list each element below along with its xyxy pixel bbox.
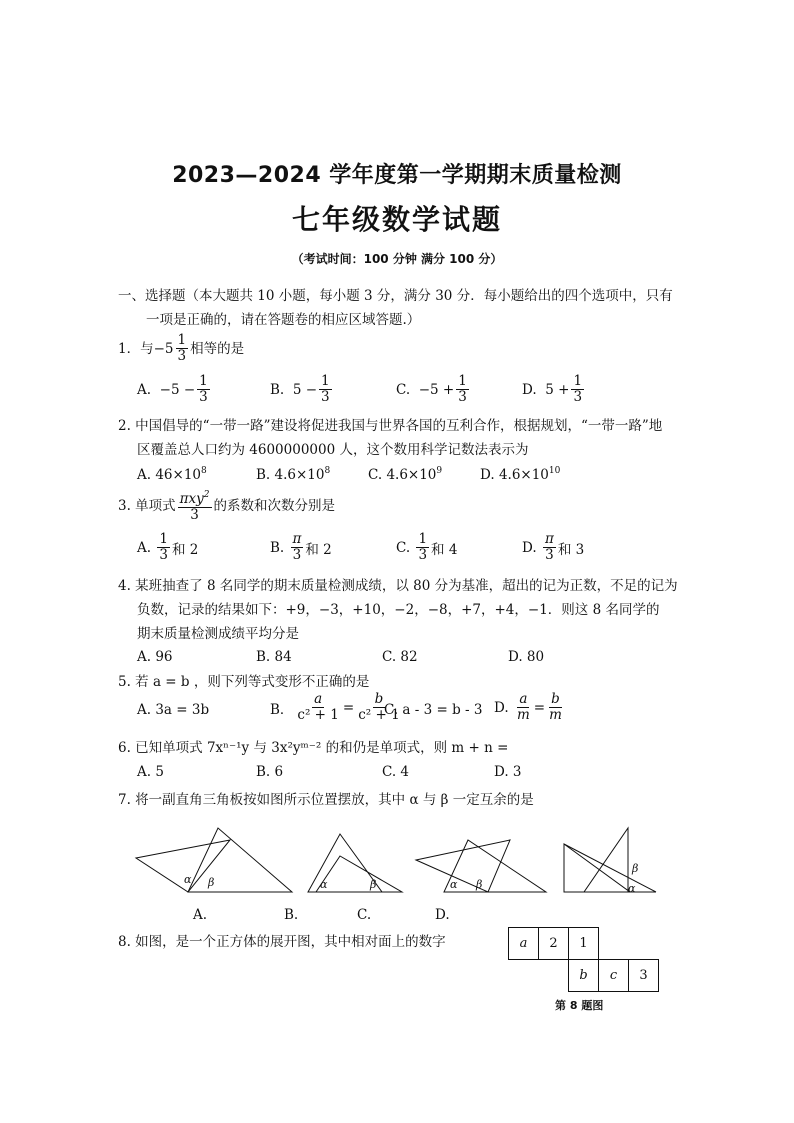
q6-option-a[interactable]: A. 5 <box>137 764 164 780</box>
question-5-stem: 5. 若 a = b ，则下列等式变形不正确的是 <box>118 674 370 690</box>
q7-option-d[interactable]: D. <box>435 907 450 923</box>
q6-option-c[interactable]: C. 4 <box>382 764 410 780</box>
q7-figure-a <box>136 828 292 892</box>
q5-option-c[interactable]: C. a - 3 = b - 3 <box>384 702 483 718</box>
section-instruction-line1: 一、选择题（本大题共 10 小题，每小题 3 分，满分 30 分．每小题给出的四个选项中，只有 <box>118 288 673 304</box>
question-4-line1: 4. 某班抽查了 8 名同学的期末质量检测成绩，以 80 分为基准，超出的记为正数，不足的记为 <box>118 578 678 594</box>
figure-caption: 第 8 题图 <box>555 999 604 1012</box>
q1-number: −5 <box>153 340 174 357</box>
question-4-line3: 期末质量检测成绩平均分是 <box>137 626 299 642</box>
q1-option-c[interactable]: C. −5 + $\frac{1}{3}$ <box>396 373 467 405</box>
q2-option-b[interactable]: B. $4.6\times 10^8$ <box>256 466 331 483</box>
section-instruction-line2: 一项是正确的，请在答题卷的相应区域答题.） <box>146 312 421 328</box>
q3-option-b[interactable]: B. $\frac{\pi}{3}$ 和 2 <box>270 531 332 563</box>
net-cell: 3 <box>629 960 659 992</box>
q5-option-a[interactable]: A. 3a = 3b <box>137 702 210 718</box>
q1-option-a[interactable]: A. −5 − $\frac{1}{3}$ <box>137 373 208 405</box>
q7-figure-b <box>308 834 402 892</box>
beta-label-c: β <box>476 878 483 891</box>
net-cell: a <box>509 928 539 960</box>
alpha-label-c: α <box>450 878 458 891</box>
q4-option-d[interactable]: D. 80 <box>508 649 545 665</box>
question-8-stem: 8. 如图，是一个正方体的展开图，其中相对面上的数字 <box>118 934 446 950</box>
q7-figure-c <box>416 840 546 892</box>
q2-option-c[interactable]: C. $4.6\times 10^9$ <box>368 466 443 483</box>
q6-option-b[interactable]: B. 6 <box>256 764 284 780</box>
q1-suffix: 相等的是 <box>190 340 245 357</box>
alpha-label-b: α <box>320 878 328 891</box>
beta-label-d: β <box>632 862 639 875</box>
net-cell: c <box>599 960 629 992</box>
q4-option-b[interactable]: B. 84 <box>256 649 292 665</box>
question-3-stem: 3. 单项式 $\frac{\pi xy^2}{3}$ 的系数和次数分别是 <box>118 490 336 523</box>
cube-net <box>508 927 659 992</box>
alpha-label-d: α <box>628 882 636 895</box>
beta-label-b: β <box>370 878 377 891</box>
q4-option-c[interactable]: C. 82 <box>382 649 418 665</box>
q7-figures <box>120 822 680 902</box>
q2-option-a[interactable]: A. $46\times 10^8$ <box>137 466 207 483</box>
q1-prefix: 1．与 <box>118 340 154 357</box>
q7-option-c[interactable]: C. <box>357 907 372 923</box>
q4-option-a[interactable]: A. 96 <box>137 649 173 665</box>
beta-label-a: β <box>208 876 215 889</box>
q3-monomial: $\frac{\pi xy^2}{3}$ <box>179 490 210 523</box>
q5-option-d[interactable]: D. $\frac{a}{m}$ = $\frac{b}{m}$ <box>494 691 562 723</box>
question-1-stem <box>118 333 244 364</box>
q1-option-d[interactable]: D. 5 + $\frac{1}{3}$ <box>522 373 583 405</box>
q7-option-a[interactable]: A. <box>193 907 208 923</box>
q1-option-b[interactable]: B. 5 − $\frac{1}{3}$ <box>270 373 330 405</box>
net-cell: b <box>569 960 599 992</box>
exam-subtitle: 七年级数学试题 <box>291 203 502 236</box>
net-cell: 1 <box>569 928 599 960</box>
question-6-stem: 6. 已知单项式 7xⁿ⁻¹y 与 3x²yᵐ⁻² 的和仍是单项式，则 m + n = <box>118 740 509 756</box>
question-2-line1: 2. 中国倡导的“一带一路”建设将促进我国与世界各国的互利合作，根据规划，“一带一路”地 <box>118 418 663 434</box>
q2-option-d[interactable]: D. $4.6\times 10^{10}$ <box>480 466 561 483</box>
question-7-stem: 7. 将一副直角三角板按如图所示位置摆放，其中 α 与 β 一定互余的是 <box>118 792 534 808</box>
q3-option-a[interactable]: A. $\frac{1}{3}$ 和 2 <box>137 531 199 563</box>
exam-title: 2023—2024 学年度第一学期期末质量检测 <box>172 163 622 188</box>
q5-option-b[interactable]: B． $\frac{a}{\text{c² + 1}}$ = $\frac{b}{\text{c² + 1}}$ <box>270 691 400 723</box>
q3-option-c[interactable]: C. $\frac{1}{3}$ 和 4 <box>396 531 458 563</box>
q6-option-d[interactable]: D. 3 <box>494 764 522 780</box>
exam-info: （考试时间：100 分钟 满分 100 分） <box>291 252 503 266</box>
question-2-line2: 区覆盖总人口约为 4600000000 人，这个数用科学记数法表示为 <box>137 442 529 458</box>
q3-option-d[interactable]: D. $\frac{\pi}{3}$ 和 3 <box>522 531 585 563</box>
q7-figure-d <box>564 828 656 895</box>
alpha-label-a: α <box>184 873 192 886</box>
question-4-line2: 负数，记录的结果如下：+9，−3，+10，−2，−8，+7，+4，−1．则这 8 名同学的 <box>137 602 660 618</box>
q7-option-b[interactable]: B. <box>284 907 299 923</box>
q1-fraction: $\frac{1}{3}$ <box>177 332 187 364</box>
net-cell: 2 <box>539 928 569 960</box>
